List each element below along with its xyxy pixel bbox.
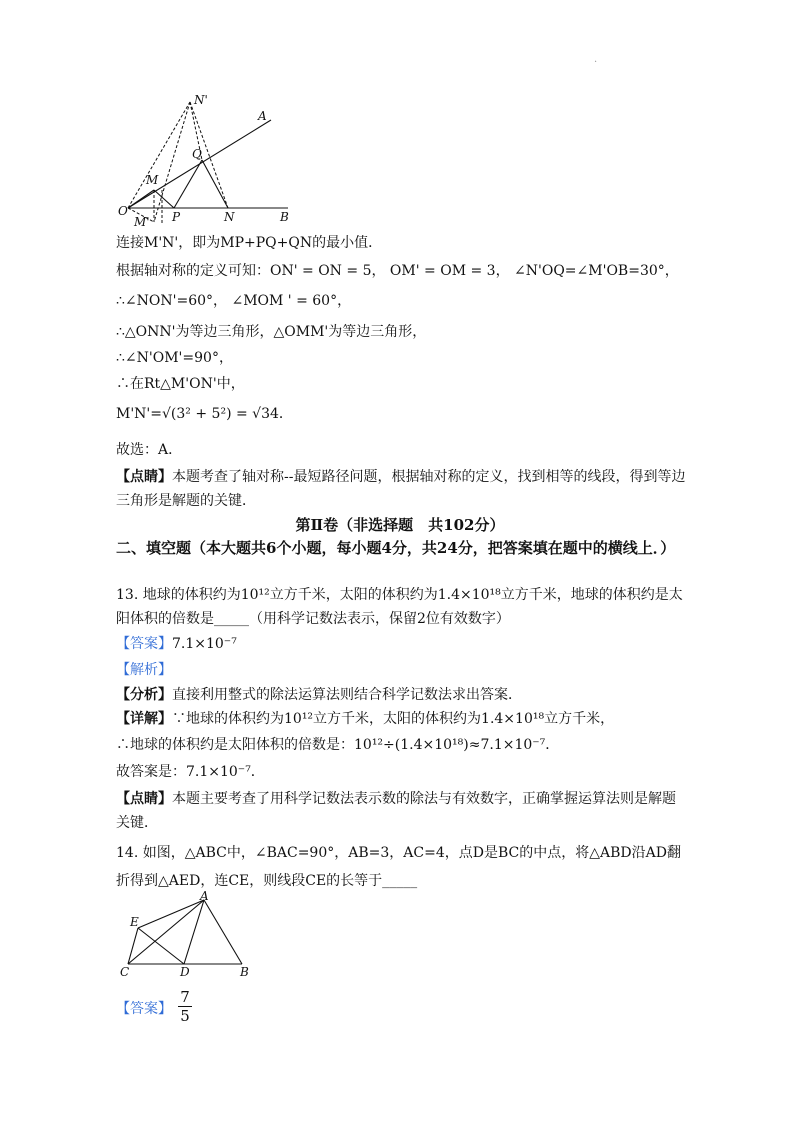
label-a2: A — [200, 890, 209, 903]
label-p: P — [172, 210, 181, 224]
section-heading: 二、填空题（本大题共6个小题，每小题4分，共24分，把答案填在题中的横线上．） — [116, 539, 676, 557]
dash-on-prime — [128, 102, 190, 208]
q14-stem: 14. 如图，△ABC中，∠BAC=90°，AB=3，AC=4，点D是BC的中点，将△ABD沿AD翻折得到△AED，连CE，则线段CE的长等于_____ — [116, 845, 681, 889]
q13-comment — [116, 787, 686, 835]
comment-text: 本题考查了轴对称--最短路径问题，根据轴对称的定义，找到相等的线段，得到等边三角形是解题的关键． — [116, 469, 686, 509]
q13-xiangjie-tag: 【详解】 — [116, 711, 172, 727]
solution-line-4: ∴△ONN'为等边三角形，△OMM'为等边三角形， — [116, 324, 427, 340]
q13-comment-text: 本题主要考查了用科学记数法表示数的除法与有效数字，正确掌握运算法则是解题关键． — [116, 791, 676, 831]
label-a: A — [258, 109, 267, 123]
q13-final: 故答案是：7.1×10⁻⁷． — [116, 764, 265, 780]
q14-answer-tag: 【答案】 — [116, 1001, 172, 1017]
fraction-denominator: 5 — [178, 1006, 192, 1025]
q13-analysis-tag: 【解析】 — [116, 662, 172, 678]
corner-mark: . — [594, 54, 598, 65]
label-q: Q — [192, 147, 202, 161]
segment-ab — [204, 900, 242, 964]
segment-ae — [138, 900, 204, 928]
segment-ac — [128, 900, 204, 964]
q13-xiangjie-text: ∵地球的体积约为10¹²立方千米，太阳的体积约为1.4×10¹⁸立方千米， — [172, 711, 615, 727]
comment-block — [116, 465, 686, 513]
part2-title: 第Ⅱ卷（非选择题 共102分） — [295, 516, 505, 534]
q13-answer-tag: 【答案】 — [116, 636, 172, 652]
segment-qn — [202, 160, 228, 208]
solution-line-5: ∴∠N'OM'=90°， — [116, 350, 233, 366]
label-n-prime: N' — [194, 93, 208, 107]
q13-fenxi-text: 直接利用整式的除法运算法则结合科学记数法求出答案． — [172, 687, 522, 703]
label-c: C — [120, 965, 130, 979]
label-m-prime: M' — [134, 215, 150, 229]
solution-line-3: ∴∠NON'=60°， ∠MOM ' = 60°， — [116, 293, 352, 309]
segment-om — [128, 190, 154, 208]
q14-answer-fraction — [178, 988, 192, 1025]
solution-line-8: 故选：A． — [116, 442, 183, 458]
solution-line-1: 连接M'N'，即为MP+PQ+QN的最小值． — [116, 235, 383, 251]
q13-stem: 13. 地球的体积约为10¹²立方千米，太阳的体积约为1.4×10¹⁸立方千米，地球的体积约是太阳体积的倍数是_____（用科学记数法表示，保留2位有效数字） — [116, 587, 683, 627]
q13-answer — [116, 634, 237, 654]
label-d: D — [180, 965, 190, 979]
figure-shortest-path — [116, 90, 306, 230]
segment-ec — [128, 928, 138, 964]
solution-line-7: M'N'=√(3² + 5²) = √34． — [116, 406, 293, 422]
q13-answer-value: 7.1×10⁻⁷ — [172, 636, 237, 652]
segment-ad — [184, 900, 204, 964]
label-n: N — [224, 210, 235, 224]
q13-fenxi-tag: 【分析】 — [116, 687, 172, 703]
q13-xiangjie — [116, 709, 614, 729]
segment-pq — [174, 160, 202, 208]
q13-comment-tag: 【点睛】 — [116, 791, 172, 807]
segment-mp — [154, 190, 174, 208]
segment-ed — [138, 928, 184, 964]
comment-tag: 【点睛】 — [116, 469, 172, 485]
label-o: O — [118, 204, 128, 218]
fraction-numerator: 7 — [180, 988, 190, 1006]
label-e: E — [130, 915, 139, 929]
solution-line-2: 根据轴对称的定义可知：ON' = ON = 5， OM' = OM = 3， ∠N'OQ=∠M'OB=30°， — [116, 263, 679, 279]
solution-line-6: ∴在Rt△M'ON'中， — [116, 376, 245, 392]
label-b2: B — [240, 965, 249, 979]
q13-fenxi — [116, 685, 522, 705]
label-b: B — [280, 210, 289, 224]
dash-n-prime-m-prime — [154, 102, 190, 222]
label-m: M — [146, 173, 159, 187]
q13-step: ∴地球的体积约是太阳体积的倍数是：10¹²÷(1.4×10¹⁸)≈7.1×10⁻⁷． — [116, 737, 560, 753]
figure-triangle-fold — [116, 890, 266, 980]
